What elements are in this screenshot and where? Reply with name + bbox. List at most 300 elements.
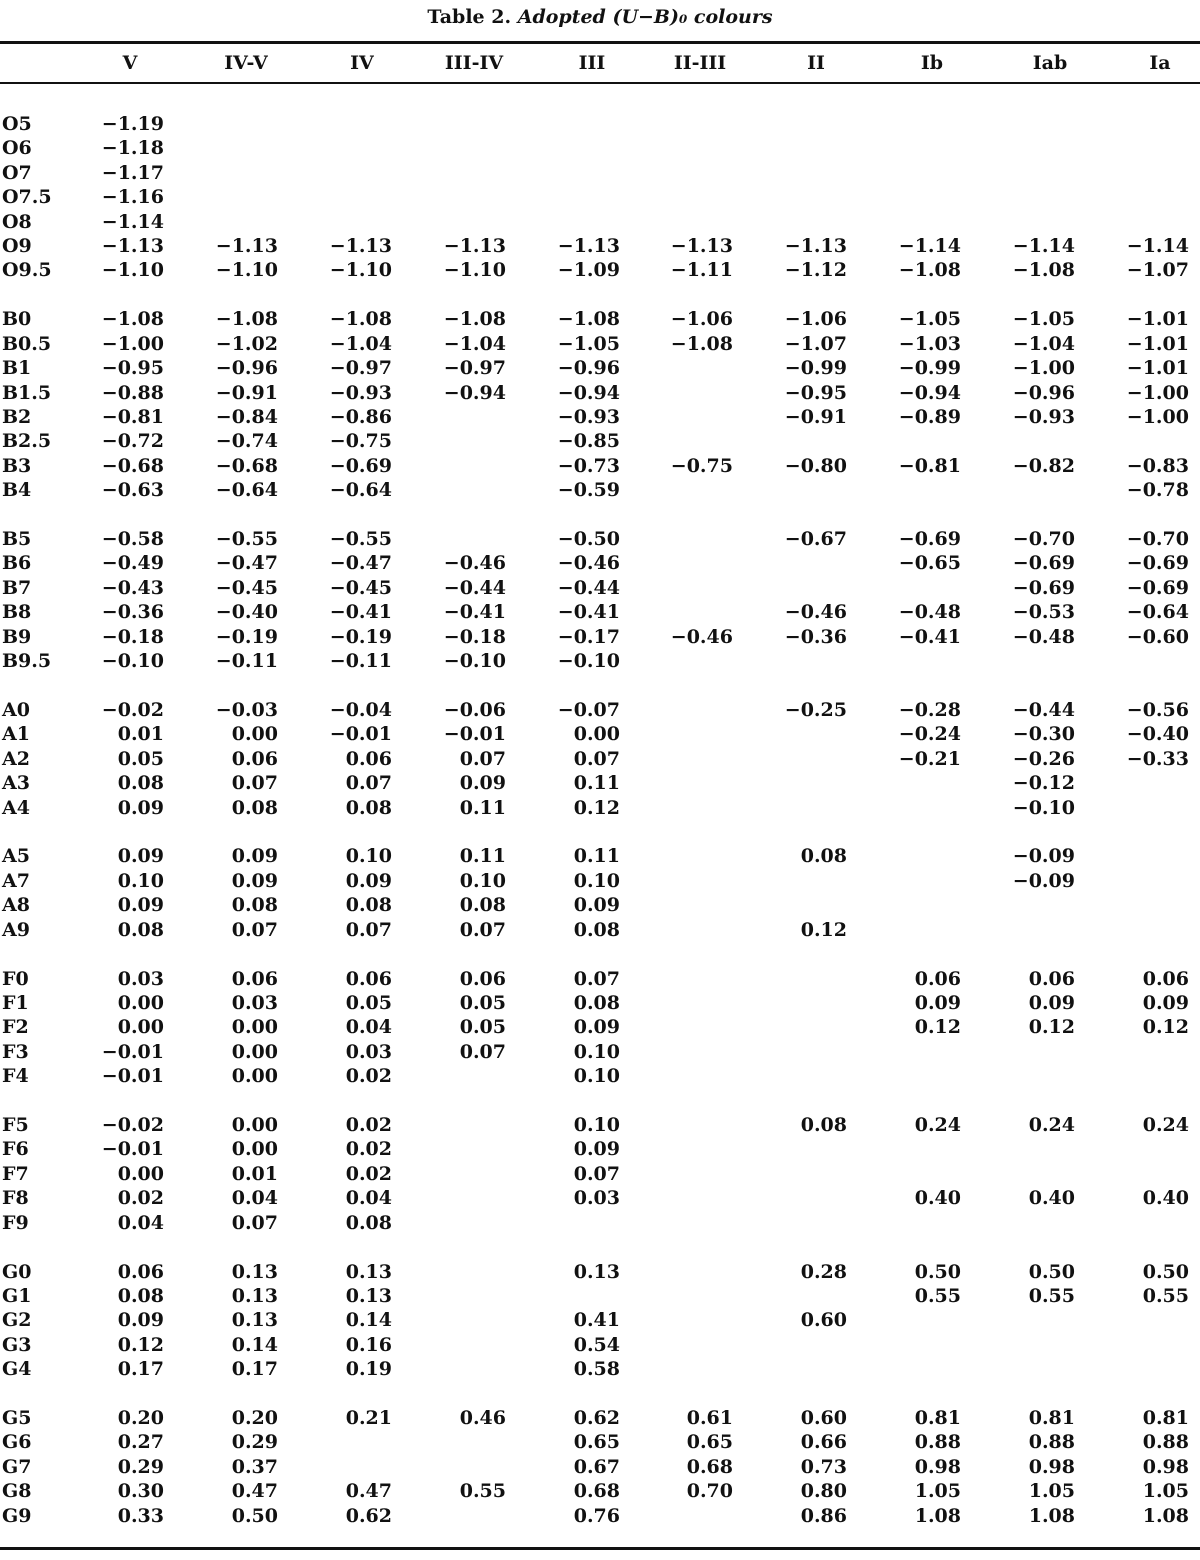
table-cell: −0.69	[1012, 552, 1075, 575]
row-label: F7	[2, 1162, 29, 1185]
table-cell: 0.03	[345, 1040, 392, 1063]
table-cell: 0.05	[345, 991, 392, 1014]
table-cell: −1.00	[1012, 357, 1075, 380]
column-header: IV	[350, 52, 374, 74]
row-label: A3	[2, 772, 30, 795]
table-cell: 0.07	[573, 747, 620, 770]
table-cell: −0.41	[898, 625, 961, 648]
table-cell: 0.03	[231, 991, 278, 1014]
table-cell: 0.40	[1028, 1187, 1075, 1210]
table-cell: −0.78	[1126, 479, 1189, 502]
table-cell: −0.04	[329, 698, 392, 721]
table-cell: −0.49	[101, 552, 164, 575]
table-cell: −0.21	[898, 747, 961, 770]
table-cell: −0.36	[784, 625, 847, 648]
table-cell: 0.62	[345, 1504, 392, 1527]
row-label: A2	[2, 747, 30, 770]
table-cell: −0.46	[784, 601, 847, 624]
table-cell: 0.02	[345, 1114, 392, 1136]
table-cell: −0.93	[557, 405, 620, 428]
table-cell: −0.48	[1012, 625, 1075, 648]
table-cell: 0.09	[573, 1016, 620, 1039]
table-cell: 0.88	[914, 1431, 961, 1454]
table-cell: 0.12	[117, 1333, 164, 1356]
table-cell: 0.07	[345, 918, 392, 941]
table-cell: 0.13	[573, 1260, 620, 1283]
row-label: B9.5	[2, 650, 52, 672]
table-cell: −0.89	[898, 405, 961, 428]
column-header: III	[578, 52, 606, 74]
table-cell: 0.65	[573, 1431, 620, 1454]
row-label: O9	[2, 235, 32, 257]
row-label: A9	[2, 918, 30, 941]
table-cell: −0.10	[1012, 796, 1075, 819]
table-cell: 0.50	[1028, 1260, 1075, 1283]
table-cell: 0.67	[573, 1455, 620, 1478]
table-cell: 0.09	[117, 1309, 164, 1332]
table-cell: 0.01	[117, 723, 164, 746]
row-label: G8	[2, 1480, 32, 1503]
table-cell: 0.50	[231, 1504, 278, 1527]
table-cell: −0.33	[1126, 747, 1189, 770]
table-cell: 0.40	[914, 1187, 961, 1210]
table-cell: −0.75	[329, 430, 392, 453]
row-label: B2.5	[2, 430, 52, 453]
table-cell: 0.11	[459, 796, 506, 819]
table-cell: 0.41	[573, 1309, 620, 1332]
table-cell: −0.10	[443, 650, 506, 672]
table-cell: 0.65	[686, 1431, 733, 1454]
table-cell: 0.11	[573, 845, 620, 868]
table-cell: −1.13	[329, 235, 392, 257]
table-cell: 0.68	[686, 1455, 733, 1478]
table-cell: 0.06	[1028, 967, 1075, 990]
table-cell: −0.81	[101, 405, 164, 428]
table-cell: 0.04	[231, 1187, 278, 1210]
table-cell: −0.60	[1126, 625, 1189, 648]
table-cell: 0.46	[459, 1407, 506, 1429]
table-cell: −1.00	[1126, 405, 1189, 428]
table-cell: 0.04	[345, 1187, 392, 1210]
table-cell: 0.00	[231, 1016, 278, 1039]
table-cell: 0.08	[231, 894, 278, 917]
table-cell: 0.05	[117, 747, 164, 770]
column-header: Ia	[1149, 52, 1171, 74]
table-cell: 0.09	[573, 894, 620, 917]
table-cell: 1.05	[914, 1480, 961, 1503]
table-cell: −0.83	[1126, 454, 1189, 477]
table-cell: −1.04	[1012, 332, 1075, 355]
table-cell: −1.14	[101, 210, 164, 233]
row-label: A0	[2, 698, 30, 721]
table-cell: 0.60	[800, 1407, 847, 1429]
column-header: V	[122, 52, 138, 74]
table-cell: −0.01	[443, 723, 506, 746]
column-header: II	[807, 52, 825, 74]
table-cell: −0.73	[557, 454, 620, 477]
table-cell: 0.09	[345, 869, 392, 892]
row-label: O7.5	[2, 186, 52, 209]
table-cell: 0.47	[345, 1480, 392, 1503]
table-cell: 0.08	[345, 1211, 392, 1234]
table-cell: 0.55	[914, 1284, 961, 1307]
table-cell: −1.09	[557, 259, 620, 282]
table-cell: 0.10	[573, 869, 620, 892]
row-label: F1	[2, 991, 29, 1014]
table-cell: −0.70	[1012, 528, 1075, 550]
row-label: F6	[2, 1138, 29, 1161]
table-cell: −0.75	[670, 454, 733, 477]
table-cell: −0.95	[101, 357, 164, 380]
table-cell: −0.18	[101, 625, 164, 648]
table-cell: −1.05	[557, 332, 620, 355]
table-cell: −1.12	[784, 259, 847, 282]
table-cell: 0.29	[231, 1431, 278, 1454]
table-cell: 0.06	[117, 1260, 164, 1283]
row-label: G6	[2, 1431, 32, 1454]
table-cell: 0.07	[573, 967, 620, 990]
row-label: G4	[2, 1358, 32, 1381]
table-cell: −0.44	[443, 576, 506, 599]
table-cell: 0.09	[231, 845, 278, 868]
row-label: A1	[2, 723, 30, 746]
table-cell: −0.02	[101, 698, 164, 721]
table-cell: 0.07	[231, 772, 278, 795]
table-cell: 0.07	[231, 918, 278, 941]
table-cell: 0.17	[117, 1358, 164, 1381]
table-cell: 0.55	[1142, 1284, 1189, 1307]
table-cell: 0.19	[345, 1358, 392, 1381]
table-cell: −1.18	[101, 137, 164, 160]
table-cell: −0.06	[443, 698, 506, 721]
table-cell: 0.09	[459, 772, 506, 795]
table-cell: −0.85	[557, 430, 620, 453]
table-cell: −1.07	[1126, 259, 1189, 282]
column-header: Iab	[1032, 52, 1068, 74]
column-header: Ib	[920, 52, 944, 74]
table-cell: 0.12	[1142, 1016, 1189, 1039]
table-cell: −0.48	[898, 601, 961, 624]
table-cell: −1.08	[215, 308, 278, 331]
row-label: F9	[2, 1211, 29, 1234]
table-cell: −0.86	[329, 405, 392, 428]
table-cell: 0.98	[1142, 1455, 1189, 1478]
table-cell: −0.11	[215, 650, 278, 672]
table-cell: 0.07	[459, 747, 506, 770]
table-cell: 0.08	[117, 772, 164, 795]
row-label: B4	[2, 479, 32, 502]
row-label: F4	[2, 1065, 29, 1088]
row-label: B7	[2, 576, 32, 599]
table-cell: 0.08	[117, 918, 164, 941]
table-cell: 0.12	[1028, 1016, 1075, 1039]
table-cell: 0.08	[117, 1284, 164, 1307]
table-cell: −0.41	[557, 601, 620, 624]
table-cell: −0.64	[215, 479, 278, 502]
table-cell: 0.08	[345, 796, 392, 819]
column-header: III-IV	[444, 52, 504, 74]
table-cell: −1.14	[1012, 235, 1075, 257]
table-cell: 0.06	[914, 967, 961, 990]
table-cell: −1.00	[101, 332, 164, 355]
table-cell: −0.93	[1012, 405, 1075, 428]
table-cell: −1.05	[1012, 308, 1075, 331]
table-cell: 0.24	[914, 1114, 961, 1136]
table-cell: −0.64	[1126, 601, 1189, 624]
row-label: B0.5	[2, 332, 52, 355]
table-cell: 0.07	[231, 1211, 278, 1234]
row-label: B2	[2, 405, 32, 428]
table-cell: −0.64	[329, 479, 392, 502]
table-cell: −1.10	[101, 259, 164, 282]
table-cell: 0.11	[459, 845, 506, 868]
table-cell: −0.58	[101, 528, 164, 550]
table-cell: −0.68	[215, 454, 278, 477]
table-cell: 0.04	[117, 1211, 164, 1234]
table-cell: 0.00	[117, 1016, 164, 1039]
table-cell: 0.05	[459, 1016, 506, 1039]
row-label: O8	[2, 210, 32, 233]
table-cell: 0.62	[573, 1407, 620, 1429]
table-cell: 0.81	[914, 1407, 961, 1429]
table-cell: −0.25	[784, 698, 847, 721]
table-cell: −0.47	[329, 552, 392, 575]
table-cell: 0.98	[914, 1455, 961, 1478]
table-cell: 0.40	[1142, 1187, 1189, 1210]
table-cell: −0.50	[557, 528, 620, 550]
table-cell: 0.05	[459, 991, 506, 1014]
table-cell: 0.13	[231, 1260, 278, 1283]
table-cell: 0.06	[345, 747, 392, 770]
table-cell: −1.05	[898, 308, 961, 331]
table-cell: 0.21	[345, 1407, 392, 1429]
table-cell: 0.88	[1142, 1431, 1189, 1454]
row-label: B8	[2, 601, 32, 624]
table-cell: −1.03	[898, 332, 961, 355]
table-cell: 0.13	[345, 1284, 392, 1307]
table-cell: 0.00	[231, 1040, 278, 1063]
table-cell: −0.40	[1126, 723, 1189, 746]
table-cell: −0.46	[670, 625, 733, 648]
table-cell: 0.54	[573, 1333, 620, 1356]
caption-prefix: Table 2.	[427, 6, 518, 28]
table-cell: 0.01	[231, 1162, 278, 1185]
row-label: A7	[2, 869, 30, 892]
table-cell: 0.02	[117, 1187, 164, 1210]
table-cell: 1.05	[1028, 1480, 1075, 1503]
table-cell: −0.41	[329, 601, 392, 624]
table-cell: −1.01	[1126, 308, 1189, 331]
table-cell: −1.13	[784, 235, 847, 257]
table-cell: 0.29	[117, 1455, 164, 1478]
table-cell: −0.82	[1012, 454, 1075, 477]
row-label: B9	[2, 625, 32, 648]
row-label: A5	[2, 845, 30, 868]
bottom-rule	[0, 1547, 1200, 1550]
table-cell: 0.07	[345, 772, 392, 795]
table-cell: 0.17	[231, 1358, 278, 1381]
table-cell: 0.16	[345, 1333, 392, 1356]
table-cell: −0.40	[215, 601, 278, 624]
table-cell: −1.13	[670, 235, 733, 257]
row-label: F5	[2, 1114, 29, 1136]
table-cell: 0.81	[1028, 1407, 1075, 1429]
table-cell: 0.09	[231, 869, 278, 892]
table-cell: −1.04	[443, 332, 506, 355]
row-label: O9.5	[2, 259, 52, 282]
table-cell: −1.13	[215, 235, 278, 257]
table-cell: 0.70	[686, 1480, 733, 1503]
table-cell: 0.10	[573, 1065, 620, 1088]
table-cell: 0.24	[1142, 1114, 1189, 1136]
table-cell: −1.14	[1126, 235, 1189, 257]
row-label: F8	[2, 1187, 29, 1210]
row-label: A4	[2, 796, 30, 819]
table-cell: −0.96	[1012, 381, 1075, 404]
table-cell: −0.28	[898, 698, 961, 721]
table-cell: 1.08	[914, 1504, 961, 1527]
table-cell: −0.12	[1012, 772, 1075, 795]
table-cell: 0.08	[459, 894, 506, 917]
table-cell: −0.95	[784, 381, 847, 404]
table-cell: −0.69	[898, 528, 961, 550]
table-cell: −1.04	[329, 332, 392, 355]
table-cell: 0.06	[459, 967, 506, 990]
row-label: G5	[2, 1407, 32, 1429]
table-cell: 0.07	[459, 1040, 506, 1063]
table-cell: 0.10	[345, 845, 392, 868]
table-cell: 0.14	[345, 1309, 392, 1332]
table-cell: −0.46	[557, 552, 620, 575]
table-cell: 0.12	[914, 1016, 961, 1039]
table-cell: −0.55	[215, 528, 278, 550]
table-cell: −0.70	[1126, 528, 1189, 550]
table-cell: 0.13	[345, 1260, 392, 1283]
table-cell: 0.10	[459, 869, 506, 892]
table-cell: −1.10	[329, 259, 392, 282]
table-cell: 0.04	[345, 1016, 392, 1039]
table-cell: 0.12	[800, 918, 847, 941]
table-cell: −0.44	[1012, 698, 1075, 721]
table-cell: 0.55	[459, 1480, 506, 1503]
table-cell: −0.24	[898, 723, 961, 746]
row-label: G0	[2, 1260, 32, 1283]
table-cell: −0.01	[101, 1040, 164, 1063]
table-cell: −1.08	[101, 308, 164, 331]
table-cell: 0.02	[345, 1065, 392, 1088]
table-cell: 0.28	[800, 1260, 847, 1283]
table-cell: 0.08	[345, 894, 392, 917]
row-label: B6	[2, 552, 32, 575]
row-label: B3	[2, 454, 32, 477]
column-header: II-III	[673, 52, 727, 74]
table-cell: −0.47	[215, 552, 278, 575]
table-cell: −1.13	[101, 235, 164, 257]
table-cell: −0.46	[443, 552, 506, 575]
table-cell: −0.59	[557, 479, 620, 502]
table-cell: −0.44	[557, 576, 620, 599]
table-cell: 1.05	[1142, 1480, 1189, 1503]
table-cell: 0.00	[573, 723, 620, 746]
row-label: F2	[2, 1016, 29, 1039]
row-label: B5	[2, 528, 32, 550]
table-cell: −0.69	[1012, 576, 1075, 599]
row-label: G7	[2, 1455, 32, 1478]
table-cell: −1.13	[443, 235, 506, 257]
table-cell: 0.68	[573, 1480, 620, 1503]
table-cell: 0.08	[231, 796, 278, 819]
table-cell: −1.01	[1126, 332, 1189, 355]
table-cell: 0.02	[345, 1162, 392, 1185]
table-cell: −0.67	[784, 528, 847, 550]
table-cell: 0.00	[117, 991, 164, 1014]
table-cell: 0.13	[231, 1309, 278, 1332]
table-cell: −1.08	[1012, 259, 1075, 282]
table-cell: −0.45	[215, 576, 278, 599]
table-cell: 0.37	[231, 1455, 278, 1478]
table-cell: 0.61	[686, 1407, 733, 1429]
table-cell: −0.84	[215, 405, 278, 428]
row-label: B1	[2, 357, 32, 380]
table-cell: 0.09	[914, 991, 961, 1014]
table-cell: 0.10	[573, 1114, 620, 1136]
table-cell: −1.02	[215, 332, 278, 355]
table-cell: −0.02	[101, 1114, 164, 1136]
table-cell: 0.06	[231, 747, 278, 770]
table-cell: 0.50	[1142, 1260, 1189, 1283]
row-label: O7	[2, 161, 32, 184]
table-cell: −1.01	[1126, 357, 1189, 380]
table-cell: −1.19	[101, 113, 164, 135]
table-cell: −1.08	[443, 308, 506, 331]
table-cell: 0.50	[914, 1260, 961, 1283]
table-cell: 0.24	[1028, 1114, 1075, 1136]
table-cell: 0.20	[117, 1407, 164, 1429]
table-cell: −0.43	[101, 576, 164, 599]
table-cell: −1.06	[784, 308, 847, 331]
table-cell: 0.86	[800, 1504, 847, 1527]
table-cell: 0.80	[800, 1480, 847, 1503]
table-cell: 0.10	[117, 869, 164, 892]
table-cell: −0.81	[898, 454, 961, 477]
table-cell: −1.08	[670, 332, 733, 355]
table-cell: −1.16	[101, 186, 164, 209]
table-cell: −0.19	[215, 625, 278, 648]
table-cell: 0.81	[1142, 1407, 1189, 1429]
column-header: IV-V	[224, 52, 268, 74]
row-label: F3	[2, 1040, 29, 1063]
table-cell: 0.09	[117, 894, 164, 917]
table-cell: 0.88	[1028, 1431, 1075, 1454]
table-cell: −0.99	[898, 357, 961, 380]
table-cell: −0.10	[557, 650, 620, 672]
table-cell: 0.09	[573, 1138, 620, 1161]
row-label: O6	[2, 137, 32, 160]
table-cell: 0.11	[573, 772, 620, 795]
table-cell: 0.08	[573, 991, 620, 1014]
table-cell: −0.17	[557, 625, 620, 648]
table-cell: −1.10	[443, 259, 506, 282]
table-cell: 0.07	[573, 1162, 620, 1185]
table-cell: 0.14	[231, 1333, 278, 1356]
table-cell: 0.00	[231, 1065, 278, 1088]
table-cell: −0.96	[557, 357, 620, 380]
table-cell: 0.13	[231, 1284, 278, 1307]
table-cell: −1.08	[557, 308, 620, 331]
table-cell: 0.08	[800, 1114, 847, 1136]
table-cell: 0.03	[117, 967, 164, 990]
table-cell: 0.07	[459, 918, 506, 941]
